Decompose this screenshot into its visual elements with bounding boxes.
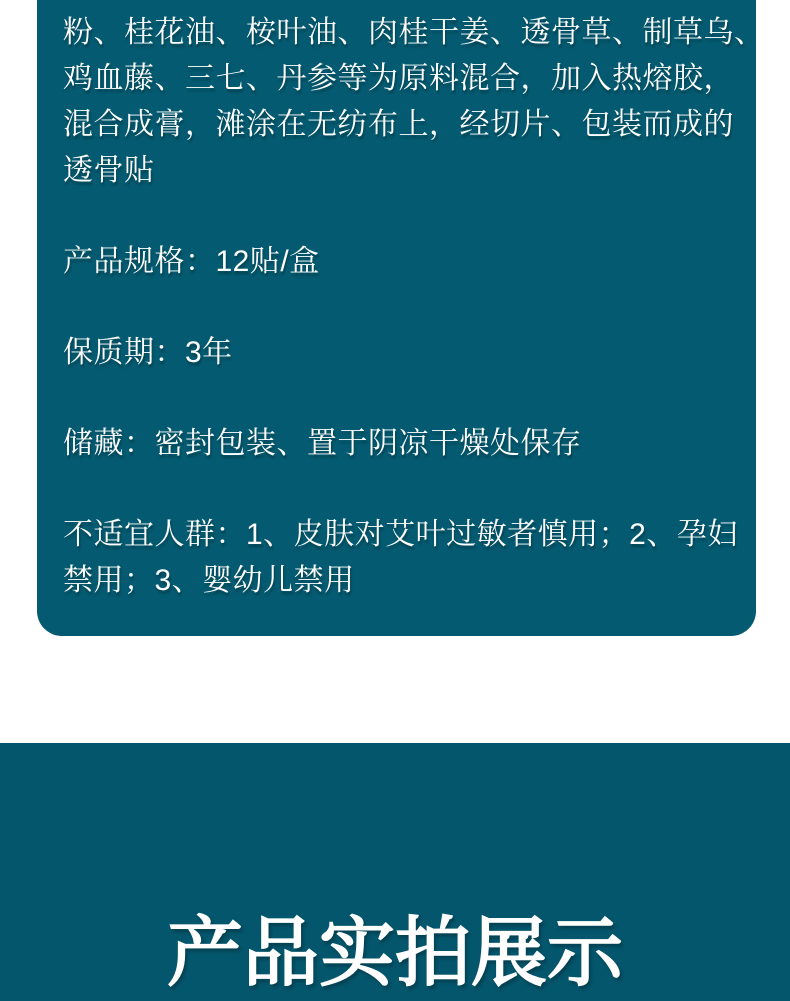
unsuitable-groups-text bbox=[63, 512, 742, 604]
text-line: 粉、桂花油、桉叶油、肉桂干姜、透骨草、制草乌、 bbox=[63, 16, 765, 49]
text-line: 混合成膏，滩涂在无纺布上，经切片、包装而成的 bbox=[63, 108, 734, 141]
text-line: 保质期：3年 bbox=[63, 336, 233, 369]
text-line: 鸡血藤、三七、丹参等为原料混合，加入热熔胶， bbox=[63, 62, 734, 95]
section-title: 产品实拍展示 bbox=[167, 908, 623, 997]
text-line: 禁用；3、婴幼儿禁用 bbox=[63, 564, 355, 597]
text-line: 产品规格：12贴/盒 bbox=[63, 245, 320, 278]
text-line: 不适宜人群：1、皮肤对艾叶过敏者慎用；2、孕妇 bbox=[63, 518, 738, 551]
text-line: 储藏：密封包装、置于阴凉干燥处保存 bbox=[63, 427, 582, 460]
shelf-life-text bbox=[63, 330, 742, 376]
product-spec-text bbox=[63, 239, 742, 285]
product-info-card bbox=[37, 0, 765, 636]
product-photos-section bbox=[0, 743, 790, 1001]
product-ingredients-text bbox=[63, 10, 765, 194]
text-line: 透骨贴 bbox=[63, 154, 155, 187]
storage-text bbox=[63, 421, 742, 467]
